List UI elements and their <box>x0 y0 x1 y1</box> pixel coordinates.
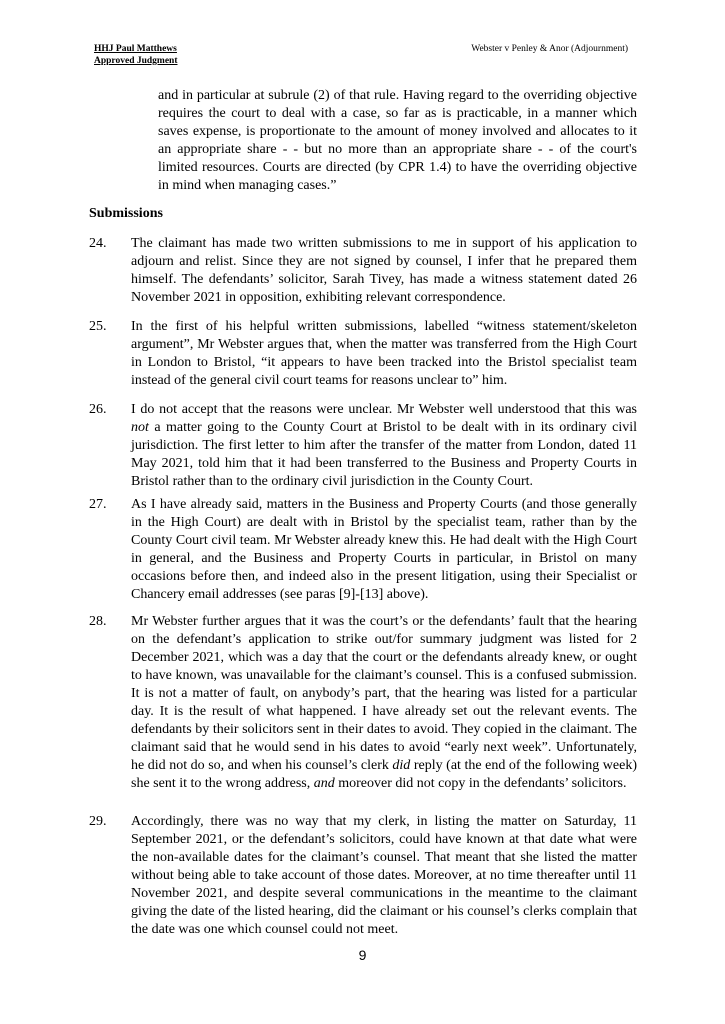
judgment-status: Approved Judgment <box>94 56 178 66</box>
paragraph-24 <box>89 235 637 307</box>
paragraph-number: 27. <box>89 497 107 512</box>
paragraph-28 <box>89 613 637 793</box>
paragraph-25 <box>89 318 637 390</box>
section-heading: Submissions <box>89 206 163 221</box>
paragraph-text: As I have already said, matters in the Business and Property Courts (and those generally in the High Court) are dealt with in Bristol by the specialist team, rather than by the County Court civil team. Mr Webster already knew this. He had dealt with the High Court in general, and the Business and Property Courts in particular, in Bristol on many occasions before then, and indeed also in the present litigation, using their Specialist or Chancery email addresses (see paras [9]-[13] above). <box>131 497 637 602</box>
emphasis: did <box>392 758 411 773</box>
paragraph-text: In the first of his helpful written submissions, labelled “witness statement/skeleton argument”, Mr Webster argues that, when the matter was transferred from the High Court in London to Bristol, “it appears to have been tracked into the Bristol specialist team instead of the general civil court teams for reasons unclear to” him. <box>131 319 637 388</box>
paragraph-29 <box>89 813 637 939</box>
paragraph-number: 26. <box>89 402 107 417</box>
paragraph-text: The claimant has made two written submissions to me in support of his application to adjourn and relist. Since they are not signed by counsel, I infer that he prepared them himself. The defendants’ solicitor, Sarah Tivey, has made a witness statement dated 26 November 2021 in opposition, exhibiting relevant correspondence. <box>131 236 637 305</box>
page-number: 9 <box>358 947 367 963</box>
paragraph-text: I do not accept that the reasons were unclear. Mr Webster well understood that this was not a matter going to the County Court at Bristol to be dealt with in its ordinary civil jurisdiction. The first letter to him after the transfer of the matter from London, dated 11 May 2021, told him that it had been transferred to the Business and Property Courts in Bristol rather than to the ordinary civil jurisdiction in the County Court. <box>131 402 637 489</box>
paragraph-text: Accordingly, there was no way that my clerk, in listing the matter on Saturday, 11 September 2021, or the defendant’s solicitors, could have known at that date what were the non-available dates for the claimant’s counsel. That meant that she listed the matter without being able to take account of those dates. Moreover, at no time thereafter until 11 November 2021, and despite several communications in the meantime to the claimant giving the date of the listed hearing, did the claimant or his counsel’s clerks complain that the date was one which counsel could not meet. <box>131 814 637 937</box>
paragraph-number: 29. <box>89 814 107 829</box>
running-header-left <box>94 43 178 67</box>
emphasis: not <box>131 420 149 435</box>
judge-name: HHJ Paul Matthews <box>94 44 177 54</box>
paragraph-number: 24. <box>89 236 107 251</box>
paragraph-text: Mr Webster further argues that it was the court’s or the defendants’ fault that the hearing on the defendant’s application to strike out/for summary judgment was listed for 2 December 2021, which was a day that the court or the defendants already knew, or ought to have known, was unavailable for the claimant’s counsel. This is a confused submission. It is not a matter of fault, on anybody’s part, that the hearing was listed for a particular day. It is the result of what happened. I have already set out the relevant events. The defendants by their solicitors sent in their dates to avoid. They copied in the claimant. The claimant said that he would send in his dates to avoid “early next week”. Unfortunately, he did not do so, and when his counsel’s clerk did reply (at the end of the following week) she sent it to the wrong address, and moreover did not copy in the defendants’ solicitors. <box>131 614 637 791</box>
case-name: Webster v Penley & Anor (Adjournment) <box>471 44 628 54</box>
paragraph-number: 28. <box>89 614 107 629</box>
paragraph-27 <box>89 496 637 604</box>
emphasis: and <box>313 776 335 791</box>
paragraph-number: 25. <box>89 319 107 334</box>
block-quote: and in particular at subrule (2) of that rule. Having regard to the overriding objective requires the court to deal with a case, so far as is practicable, in a manner which saves expense, is proportionate to the amount of money involved and allocates to it an appropriate share - - but no more than an appropriate share - - of the court's limited resources. Courts are directed (by CPR 1.4) to have the overriding objective in mind when managing cases.” <box>158 88 637 193</box>
paragraph-26 <box>89 401 637 491</box>
